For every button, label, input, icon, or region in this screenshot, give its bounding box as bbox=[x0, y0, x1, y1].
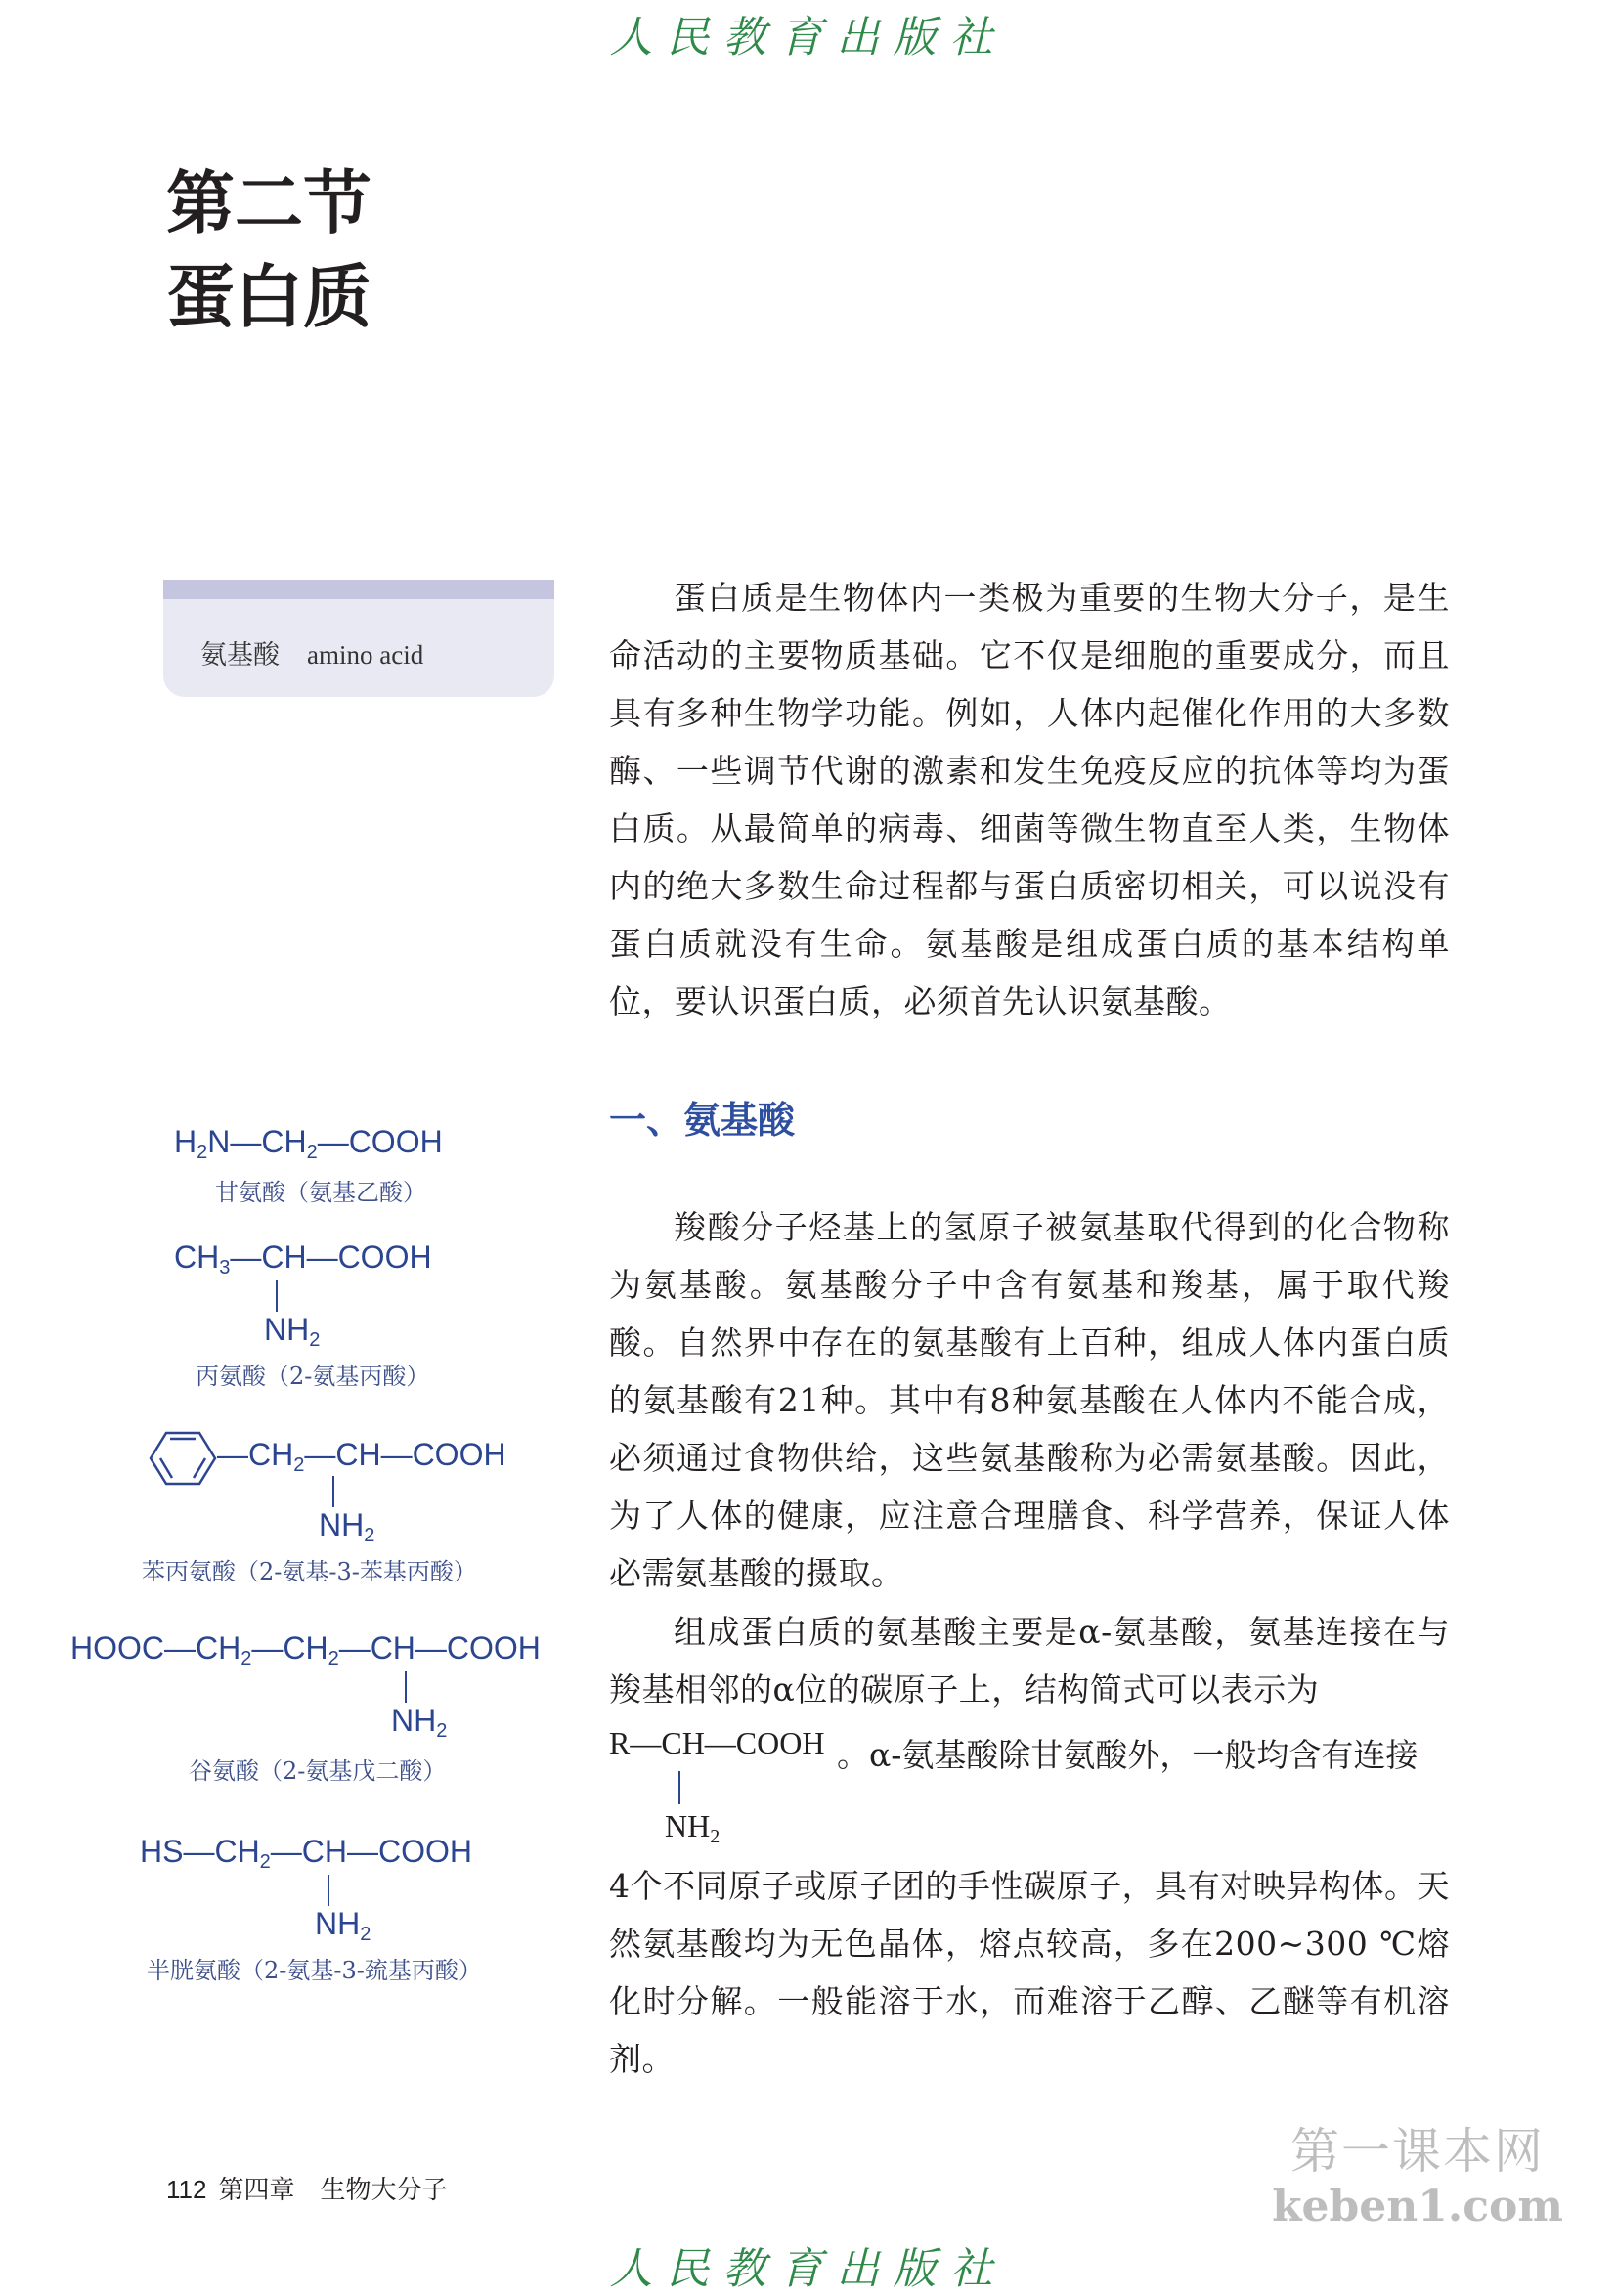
publisher-logo-bottom: 人民教育出版社 bbox=[609, 2244, 1007, 2294]
formula-phenylalanine-nh2: $NH_2$ bbox=[319, 1507, 375, 1546]
paragraph-1-text: 羧酸分子烃基上的氢原子被氨基取代得到的化合物称为氨基酸。氨基酸分子中含有氨基和羧基，属于取代羧酸。自然界中存在的氨基酸有上百种，组成人体内蛋白质的氨基酸有21种。其中有8种氨基酸在人体内不能合成，必须通过食物供给，这些氨基酸称为必需氨基酸。因此，为了人体的健康，应注意合理膳食、科学营养，保证人体必需氨基酸的摄取。 bbox=[609, 1208, 1450, 1592]
formula-cysteine: $HS—CH_2—CH—COOH$ bbox=[140, 1834, 473, 1873]
formula-glycine: $H_2N—CH_2—COOH$ bbox=[174, 1124, 443, 1163]
keyword-en: amino acid bbox=[307, 640, 424, 670]
paragraph-2-end bbox=[609, 1857, 1450, 2088]
formula-alanine-nh2: $NH_2$ bbox=[264, 1312, 321, 1351]
formula-cysteine-nh2: $NH_2$ bbox=[315, 1906, 371, 1945]
paragraph-2-start bbox=[609, 1603, 1450, 1718]
section-title: 蛋白质 bbox=[166, 257, 371, 337]
publisher-logo-top: 人民教育出版社 bbox=[609, 13, 1007, 63]
caption-alanine: 丙氨酸（2-氨基丙酸） bbox=[196, 1363, 430, 1390]
keyword-cn: 氨基酸 bbox=[200, 640, 280, 671]
inline-formula-bond bbox=[678, 1771, 680, 1804]
formula-alanine: $CH_3—CH—COOH$ bbox=[174, 1239, 432, 1278]
caption-phenylalanine: 苯丙氨酸（2-氨基-3-苯基丙酸） bbox=[142, 1558, 477, 1585]
page-footer bbox=[166, 2170, 447, 2206]
bond-glutamic-acid bbox=[405, 1671, 407, 1703]
intro-text bbox=[609, 569, 1450, 1030]
paragraph-2-mid: 。α-氨基酸除甘氨酸外，一般均含有连接 bbox=[837, 1736, 1419, 1774]
formula-glutamic-acid: $HOOC—CH_2—CH_2—CH—COOH$ bbox=[70, 1630, 541, 1669]
subsection-heading: 一、氨基酸 bbox=[609, 1099, 796, 1142]
inline-formula-main: R—CH—COOH bbox=[609, 1725, 825, 1760]
page-number: 112 bbox=[166, 2175, 207, 2204]
chapter-label: 第四章 生物大分子 bbox=[218, 2176, 448, 2205]
inline-formula-nh2: $NH_2$ bbox=[665, 1808, 721, 1847]
caption-cysteine: 半胱氨酸（2-氨基-3-巯基丙酸） bbox=[147, 1957, 482, 1984]
bond-phenylalanine bbox=[332, 1476, 334, 1507]
paragraph-1 bbox=[609, 1198, 1450, 1602]
section-title-block bbox=[166, 156, 371, 344]
formula-phenylalanine: $—CH_2—CH—COOH$ bbox=[217, 1437, 506, 1476]
inline-formula bbox=[609, 1725, 824, 1761]
watermark-line-1: 第一课本网 bbox=[1290, 2123, 1545, 2180]
section-number: 第二节 bbox=[166, 163, 371, 243]
watermark bbox=[1271, 2121, 1564, 2232]
keyword-text bbox=[200, 633, 423, 671]
caption-glycine: 甘氨酸（氨基乙酸） bbox=[215, 1179, 426, 1206]
formula-glutamic-nh2: $NH_2$ bbox=[391, 1703, 448, 1742]
watermark-line-2: keben1.com bbox=[1272, 2182, 1563, 2231]
paragraph-2-end-text: 4个不同原子或原子团的手性碳原子，具有对映异构体。天然氨基酸均为无色晶体，熔点较高，多在200~300 ℃熔化时分解。一般能溶于水，而难溶于乙醇、乙醚等有机溶剂。 bbox=[609, 1867, 1450, 2078]
intro-paragraph: 蛋白质是生物体内一类极为重要的生物大分子，是生命活动的主要物质基础。它不仅是细胞的重要成分，而且具有多种生物学功能。例如，人体内起催化作用的大多数酶、一些调节代谢的激素和发生免疫反应的抗体等均为蛋白质。从最简单的病毒、细菌等微生物直至人类，生物体内的绝大多数生命过程都与蛋白质密切相关，可以说没有蛋白质就没有生命。氨基酸是组成蛋白质的基本结构单位，要认识蛋白质，必须首先认识氨基酸。 bbox=[609, 579, 1450, 1020]
bond-alanine bbox=[276, 1280, 278, 1312]
paragraph-2-start-text: 组成蛋白质的氨基酸主要是α-氨基酸，氨基连接在与羧基相邻的α位的碳原子上，结构简式可以表示为 bbox=[609, 1613, 1450, 1709]
bond-cysteine bbox=[328, 1875, 329, 1906]
caption-glutamic-acid: 谷氨酸（2-氨基戊二酸） bbox=[189, 1757, 447, 1785]
